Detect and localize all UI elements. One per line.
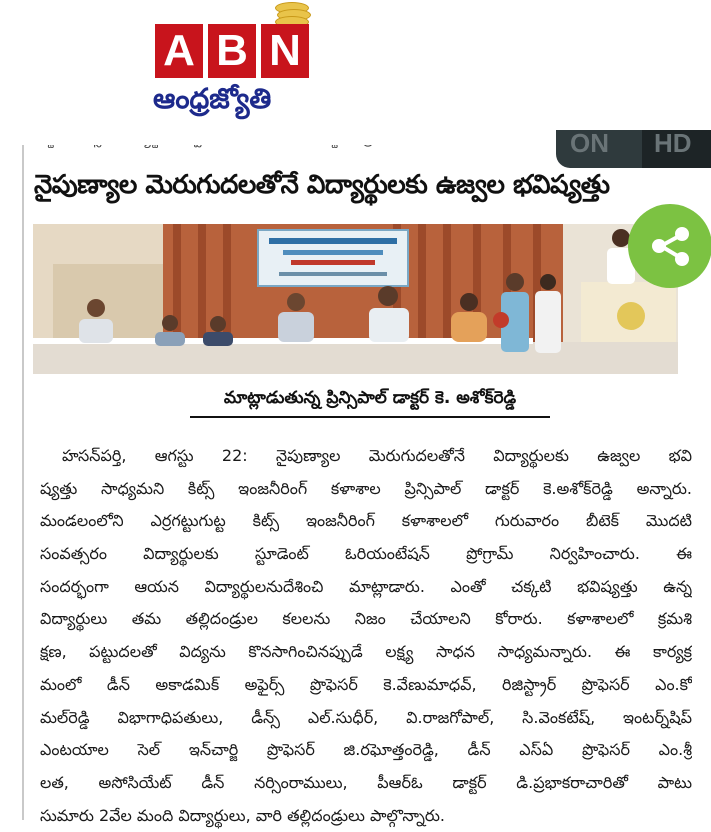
body-line: క్షణ, పట్టుదలతో విద్యను కొనసాగించినప్పుడే లక్ష్య సాధన సాధ్యమన్నారు. ఈ కార్యక్ర <box>40 642 692 662</box>
body-line: సుమారు 2వేల మంది విద్యార్థులు, వారి తల్లిదండ్రులు పాల్గొన్నారు. <box>40 805 445 825</box>
event-photo <box>33 224 678 374</box>
column-rule <box>22 140 24 820</box>
site-header <box>0 0 711 145</box>
body-line: మండలంలోని ఎర్రగట్టుగుట్ట కిట్స్ ఇంజనీరింగ్ కళాశాలలో గురువారం బీటెక్ మొదటి <box>40 511 692 531</box>
body-line: లత, అసోసియేట్ డీన్ నర్సింరాములు, పీఆర్ఓ డాక్టర్ డి.ప్రభాకరాచారితో పాటు <box>40 772 692 792</box>
article-headline: నైపుణ్యాల మెరుగుదలతోనే విద్యార్థులకు ఉజ్వల భవిష్యత్తు <box>34 170 610 200</box>
badge-on: ON <box>556 130 642 168</box>
body-line: విద్యార్థులు తమ తల్లిదండ్రుల కలలను నిజం చేయాలని కోరారు. కళాశాలలో క్రమశి <box>40 609 692 629</box>
abn-logo[interactable] <box>155 0 335 130</box>
body-line: ఎంటయాల సెల్ ఇన్‌చార్జి ప్రొఫెసర్ జి.రఘోత్తంరెడ్డి, డీన్ ఎస్ఏ ప్రొఫెసర్ ఎం.శ్రీ <box>40 740 692 760</box>
logo-letter-b: B <box>208 24 256 78</box>
share-icon <box>628 204 711 288</box>
body-line: మల్‌రెడ్డి విభాగాధిపతులు, డీన్స్ ఎల్.సుధీర్, వి.రాజగోపాల్, సి.వెంకటేష్, ఇంటర్న్‌షిప్ <box>40 707 692 727</box>
body-line: సందర్భంగా ఆయన విద్యార్థులనుదేశించి మాట్లాడారు. ఎంతో చక్కటి భవిష్యత్తు ఉన్న <box>40 576 692 596</box>
article-body <box>40 440 692 832</box>
body-line: సంవత్సరం విద్యార్థులకు స్టూడెంట్ ఓరియంటేషన్ ప్రోగ్రామ్ నిర్వహించారు. ఈ <box>40 544 692 564</box>
logo-subtitle: ఆంధ్రజ్యోతి <box>153 82 272 115</box>
logo-letter-a: A <box>155 24 203 78</box>
logo-letter-n: N <box>261 24 309 78</box>
body-line: మంలో డీన్ అకాడమిక్ అఫైర్స్ ప్రొఫెసర్ కె.వేణుమాధవ్, రిజిస్ట్రార్ ప్రొఫెసర్ ఎం.కో <box>40 674 692 694</box>
body-line: హసన్‌పర్తి, ఆగస్టు 22: నైపుణ్యాల మెరుగుదలతోనే విద్యార్థులకు ఉజ్వల భవి <box>62 446 692 465</box>
photo-caption: మాట్లాడుతున్న ప్రిన్సిపాల్ డాక్టర్ కె. అశోక్‌రెడ్డి <box>190 388 550 418</box>
on-hd-badge <box>556 130 711 170</box>
share-button[interactable] <box>628 204 711 288</box>
body-line: ష్యత్తు సాధ్యమని కిట్స్ ఇంజనీరింగ్ కళాశాల ప్రిన్సిపాల్ డాక్టర్ కె.అశోక్‌రెడ్డి అన్నారు. <box>40 478 692 498</box>
badge-hd: HD <box>642 130 711 168</box>
